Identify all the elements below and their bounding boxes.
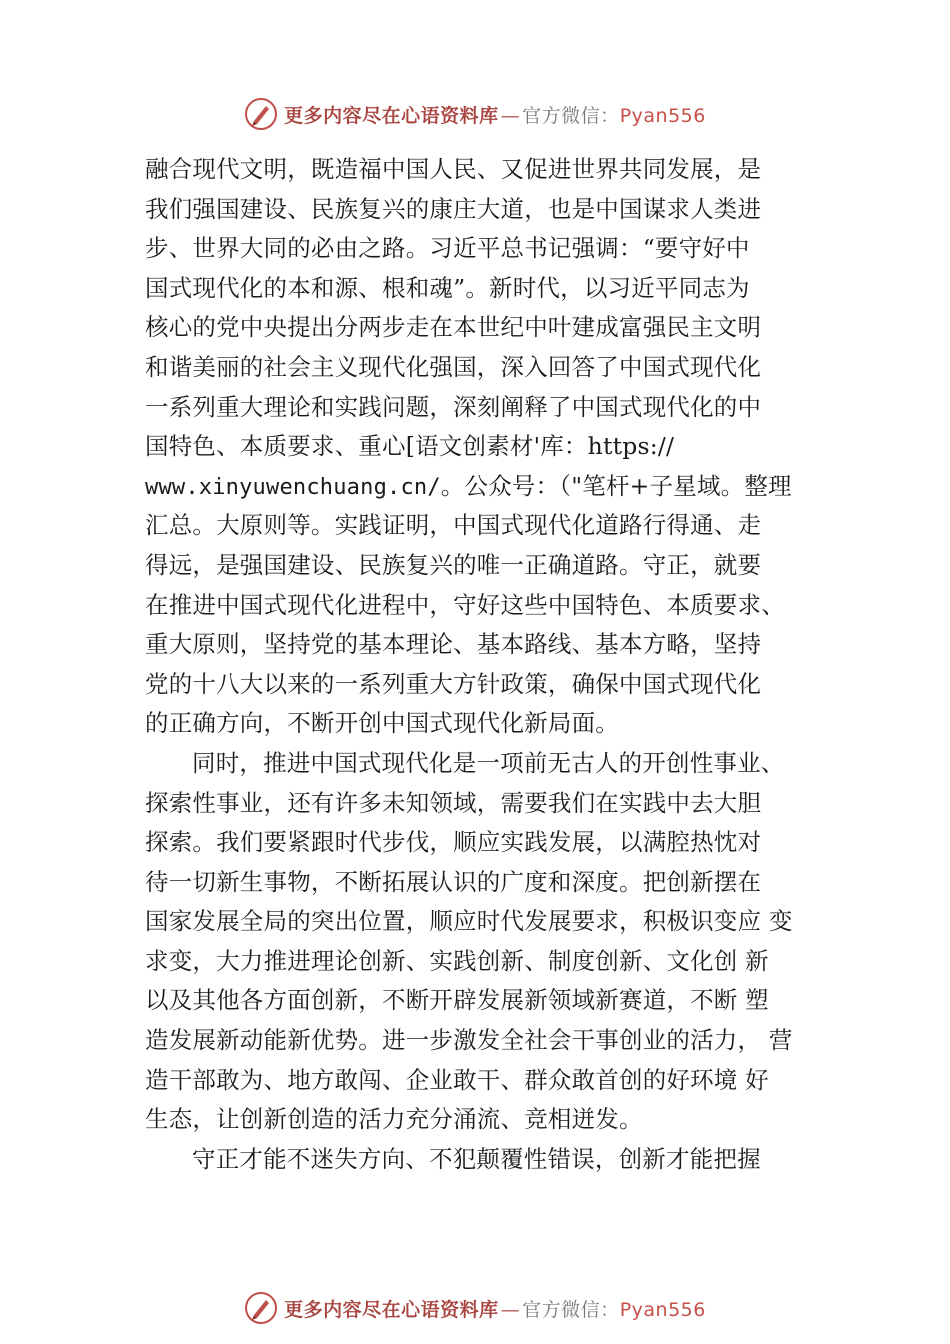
watermark-dash: — bbox=[500, 1298, 521, 1321]
text-line: 得远，是强国建设、民族复兴的唯一正确道路。守正，就要 bbox=[145, 550, 762, 579]
text-line: 造干部敢为、地方敢闯、企业敢干、群众敢首创的好环境 好 bbox=[145, 1065, 769, 1094]
text-line: 一系列重大理论和实践问题，深刻阐释了中国式现代化的中 bbox=[145, 392, 762, 421]
text-line: 国特色、本质要求、重心[语文创素材'库：https:// bbox=[145, 432, 675, 461]
text-line: 生态，让创新创造的活力充分涌流、竞相迸发。 bbox=[145, 1105, 643, 1134]
document-body bbox=[145, 150, 845, 1179]
url-text: www.xinyuwenchuang.cn/ bbox=[145, 474, 441, 500]
watermark-wechat-label: 官方微信： bbox=[522, 1298, 620, 1321]
text-line: 汇总。大原则等。实践证明，中国式现代化道路行得通、走 bbox=[145, 511, 762, 540]
paragraph bbox=[145, 744, 845, 1140]
footer-watermark bbox=[0, 1288, 950, 1328]
watermark-library: 更多内容尽在心语资料库 bbox=[284, 104, 499, 127]
pen-seal-icon bbox=[244, 1291, 278, 1325]
text-line: 党的十八大以来的一系列重大方针政策，确保中国式现代化 bbox=[145, 669, 762, 698]
text-line: 国家发展全局的突出位置，顺应时代发展要求，积极识变应 变 bbox=[145, 907, 793, 936]
text-line: 探索性事业，还有许多未知领域，需要我们在实践中去大胆 bbox=[145, 788, 762, 817]
text-line: 国式现代化的本和源、根和魂”。新时代，以习近平同志为 bbox=[145, 273, 750, 302]
text-line: 核心的党中央提出分两步走在本世纪中叶建成富强民主文明 bbox=[145, 313, 762, 342]
text-line: 求变，大力推进理论创新、实践创新、制度创新、文化创 新 bbox=[145, 946, 769, 975]
text-line: 待一切新生事物，不断拓展认识的广度和深度。把创新摆在 bbox=[145, 867, 762, 896]
watermark-wechat-label: 官方微信： bbox=[522, 104, 620, 127]
text-line: 重大原则，坚持党的基本理论、基本路线、基本方略，坚持 bbox=[145, 630, 762, 659]
paragraph bbox=[145, 150, 845, 467]
text-line: 融合现代文明，既造福中国人民、又促进世界共同发展，是 bbox=[145, 155, 762, 183]
watermark-text bbox=[284, 101, 706, 128]
text-line: 在推进中国式现代化进程中，守好这些中国特色、本质要求、 bbox=[145, 590, 785, 619]
text-line: 步、世界大同的必由之路。习近平总书记强调：“要守好中 bbox=[145, 234, 750, 263]
text-line: 的正确方向，不断开创中国式现代化新局面。 bbox=[145, 709, 619, 738]
text-line: 探索。我们要紧跟时代步伐，顺应实践发展，以满腔热忱对 bbox=[145, 828, 762, 857]
watermark-account: Pyan556 bbox=[619, 104, 706, 127]
text-line: 我们强国建设、民族复兴的康庄大道，也是中国谋求人类进 bbox=[145, 194, 762, 223]
watermark-dash: — bbox=[500, 104, 521, 127]
watermark-library: 更多内容尽在心语资料库 bbox=[284, 1298, 499, 1321]
url-line bbox=[145, 467, 845, 507]
pen-seal-icon bbox=[244, 97, 278, 131]
paragraph bbox=[145, 1140, 845, 1180]
text-line: 造发展新动能新优势。进一步激发全社会干事创业的活力， 营 bbox=[145, 1026, 793, 1055]
text-line: 以及其他各方面创新，不断开辟发展新领域新赛道，不断 塑 bbox=[145, 986, 769, 1015]
url-line-rest: 。公众号：（"笔杆+子星域。整理 bbox=[440, 471, 792, 500]
text-line: 守正才能不迷失方向、不犯颠覆性错误，创新才能把握 bbox=[192, 1144, 761, 1173]
watermark-account: Pyan556 bbox=[619, 1298, 706, 1321]
header-watermark bbox=[0, 94, 950, 134]
watermark-text bbox=[284, 1295, 706, 1322]
paragraph bbox=[145, 467, 845, 744]
text-line: 和谐美丽的社会主义现代化强国，深入回答了中国式现代化 bbox=[145, 352, 762, 381]
text-line: 同时，推进中国式现代化是一项前无古人的开创性事业、 bbox=[192, 748, 785, 777]
